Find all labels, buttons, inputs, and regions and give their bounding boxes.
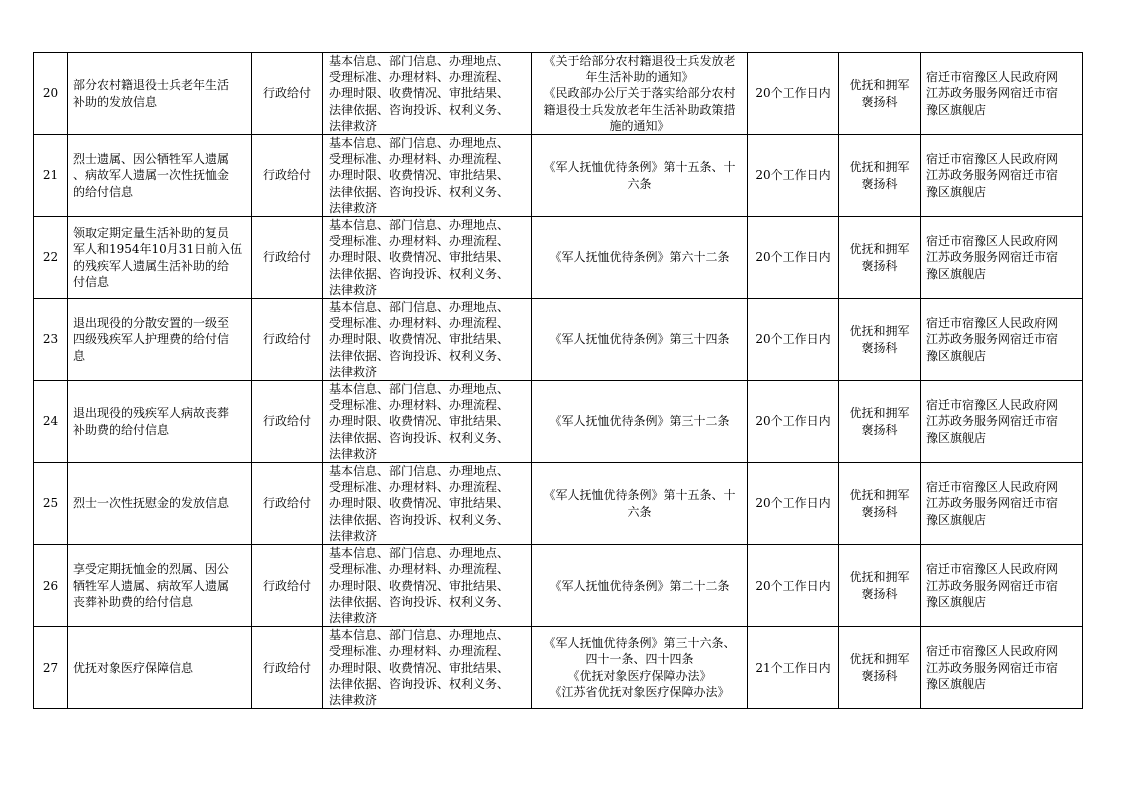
disclosure-scope-line: 法律救济	[329, 200, 378, 215]
row-number-cell: 21	[34, 135, 68, 217]
disclosure-scope-cell	[323, 53, 532, 135]
table-row	[34, 217, 1083, 299]
row-number-cell: 23	[34, 299, 68, 381]
item-name-line: 退出现役的分散安置的一级至	[73, 316, 230, 331]
channel-line: 豫区旗舰店	[926, 348, 987, 363]
item-name-line: 牺牲军人遗属、病故军人遗属	[73, 578, 230, 593]
legal-basis-line: 《军人抚恤优待条例》第十五条、十	[543, 488, 736, 503]
item-name-line: 烈士遗属、因公牺牲军人遗属	[73, 152, 230, 167]
disclosure-scope-line: 法律救济	[329, 364, 378, 379]
time-limit-cell: 20个工作日内	[748, 135, 839, 217]
department-line: 褒扬科	[861, 340, 898, 355]
legal-basis-line: 年生活补助的通知》	[585, 70, 694, 85]
department-line: 褒扬科	[861, 504, 898, 519]
legal-basis-cell	[532, 381, 748, 463]
legal-basis-cell	[532, 53, 748, 135]
channel-line: 豫区旗舰店	[926, 184, 987, 199]
disclosure-scope-cell	[323, 217, 532, 299]
channel-line: 江苏政务服务网宿迁市宿	[926, 332, 1059, 347]
item-name-line: 补助费的给付信息	[73, 422, 170, 437]
row-number-cell: 20	[34, 53, 68, 135]
category-cell: 行政给付	[252, 299, 323, 381]
legal-basis-cell	[532, 135, 748, 217]
time-limit-cell: 20个工作日内	[748, 299, 839, 381]
legal-basis-line: 《优抚对象医疗保障办法》	[567, 668, 712, 683]
department-cell	[839, 627, 921, 709]
table-row	[34, 299, 1083, 381]
category-cell: 行政给付	[252, 381, 323, 463]
channel-line: 宿迁市宿豫区人民政府网	[926, 316, 1059, 331]
item-name-line: 部分农村籍退役士兵老年生活	[73, 78, 230, 93]
item-name-line: 优抚对象医疗保障信息	[73, 660, 194, 675]
item-name-line: 领取定期定量生活补助的复员	[73, 226, 230, 241]
legal-basis-line: 六条	[627, 176, 652, 191]
channel-line: 豫区旗舰店	[926, 594, 987, 609]
table-row	[34, 135, 1083, 217]
item-name-cell	[68, 463, 252, 545]
disclosure-scope-line: 法律救济	[329, 446, 378, 461]
item-name-line: 的残疾军人遗属生活补助的给	[73, 258, 230, 273]
item-name-cell	[68, 545, 252, 627]
table-body	[34, 53, 1083, 709]
disclosure-table	[33, 52, 1083, 709]
item-name-cell	[68, 217, 252, 299]
disclosure-scope-line: 法律依据、咨询投诉、权利义务、	[329, 266, 510, 281]
channel-cell	[921, 135, 1083, 217]
channel-line: 宿迁市宿豫区人民政府网	[926, 152, 1059, 167]
department-cell	[839, 463, 921, 545]
disclosure-scope-line: 受理标准、办理材料、办理流程、	[329, 234, 510, 249]
disclosure-scope-line: 基本信息、部门信息、办理地点、	[329, 136, 510, 151]
disclosure-scope-line: 基本信息、部门信息、办理地点、	[329, 54, 510, 68]
disclosure-scope-cell	[323, 381, 532, 463]
channel-line: 宿迁市宿豫区人民政府网	[926, 644, 1059, 659]
item-name-line: 享受定期抚恤金的烈属、因公	[73, 562, 230, 577]
channel-cell	[921, 545, 1083, 627]
legal-basis-cell	[532, 627, 748, 709]
department-cell	[839, 135, 921, 217]
department-line: 优抚和拥军	[849, 488, 910, 503]
disclosure-scope-line: 法律救济	[329, 118, 378, 133]
disclosure-scope-line: 法律依据、咨询投诉、权利义务、	[329, 594, 510, 609]
table-row	[34, 463, 1083, 545]
time-limit-cell: 20个工作日内	[748, 463, 839, 545]
legal-basis-line: 籍退役士兵发放老年生活补助政策措	[543, 102, 736, 117]
table-row	[34, 627, 1083, 709]
item-name-line: 付信息	[73, 274, 110, 289]
channel-line: 豫区旗舰店	[926, 102, 987, 117]
department-cell	[839, 299, 921, 381]
legal-basis-line: 《民政部办公厅关于落实给部分农村	[543, 86, 736, 101]
disclosure-scope-line: 法律依据、咨询投诉、权利义务、	[329, 102, 510, 117]
disclosure-table-page	[33, 52, 1083, 709]
disclosure-scope-line: 基本信息、部门信息、办理地点、	[329, 300, 510, 315]
legal-basis-line: 施的通知》	[609, 118, 670, 133]
disclosure-scope-line: 办理时限、收费情况、审批结果、	[329, 250, 510, 265]
item-name-cell	[68, 53, 252, 135]
channel-cell	[921, 463, 1083, 545]
legal-basis-line: 《江苏省优抚对象医疗保障办法》	[549, 684, 730, 699]
department-line: 褒扬科	[861, 668, 898, 683]
department-line: 优抚和拥军	[849, 324, 910, 339]
channel-cell	[921, 381, 1083, 463]
disclosure-scope-line: 基本信息、部门信息、办理地点、	[329, 464, 510, 479]
legal-basis-line: 四十一条、四十四条	[585, 652, 694, 667]
channel-line: 江苏政务服务网宿迁市宿	[926, 250, 1059, 265]
disclosure-scope-line: 基本信息、部门信息、办理地点、	[329, 218, 510, 233]
disclosure-scope-line: 办理时限、收费情况、审批结果、	[329, 332, 510, 347]
disclosure-scope-line: 基本信息、部门信息、办理地点、	[329, 382, 510, 397]
department-line: 优抚和拥军	[849, 78, 910, 93]
legal-basis-line: 《军人抚恤优待条例》第三十二条	[549, 414, 730, 429]
disclosure-scope-line: 办理时限、收费情况、审批结果、	[329, 578, 510, 593]
department-line: 优抚和拥军	[849, 570, 910, 585]
row-number-cell: 24	[34, 381, 68, 463]
disclosure-scope-cell	[323, 627, 532, 709]
item-name-cell	[68, 627, 252, 709]
disclosure-scope-line: 法律救济	[329, 282, 378, 297]
category-cell: 行政给付	[252, 135, 323, 217]
disclosure-scope-line: 法律依据、咨询投诉、权利义务、	[329, 348, 510, 363]
department-cell	[839, 53, 921, 135]
disclosure-scope-line: 受理标准、办理材料、办理流程、	[329, 316, 510, 331]
disclosure-scope-line: 办理时限、收费情况、审批结果、	[329, 414, 510, 429]
item-name-line: 退出现役的残疾军人病故丧葬	[73, 406, 230, 421]
disclosure-scope-line: 法律救济	[329, 692, 378, 707]
item-name-line: 烈士一次性抚慰金的发放信息	[73, 496, 230, 511]
disclosure-scope-line: 法律依据、咨询投诉、权利义务、	[329, 184, 510, 199]
department-cell	[839, 545, 921, 627]
department-line: 优抚和拥军	[849, 242, 910, 257]
department-line: 褒扬科	[861, 586, 898, 601]
item-name-line: 补助的发放信息	[73, 94, 158, 109]
table-row	[34, 545, 1083, 627]
time-limit-cell: 20个工作日内	[748, 545, 839, 627]
category-cell: 行政给付	[252, 545, 323, 627]
disclosure-scope-line: 法律救济	[329, 528, 378, 543]
item-name-cell	[68, 299, 252, 381]
item-name-line: 四级残疾军人护理费的给付信	[73, 332, 230, 347]
time-limit-cell: 20个工作日内	[748, 381, 839, 463]
item-name-line: 的给付信息	[73, 184, 134, 199]
legal-basis-line: 《军人抚恤优待条例》第三十四条	[549, 332, 730, 347]
table-row	[34, 381, 1083, 463]
disclosure-scope-cell	[323, 135, 532, 217]
disclosure-scope-line: 法律依据、咨询投诉、权利义务、	[329, 676, 510, 691]
legal-basis-cell	[532, 299, 748, 381]
department-line: 优抚和拥军	[849, 406, 910, 421]
disclosure-scope-line: 受理标准、办理材料、办理流程、	[329, 70, 510, 85]
disclosure-scope-line: 受理标准、办理材料、办理流程、	[329, 644, 510, 659]
table-row	[34, 53, 1083, 135]
channel-line: 豫区旗舰店	[926, 430, 987, 445]
category-cell: 行政给付	[252, 217, 323, 299]
legal-basis-line: 《军人抚恤优待条例》第二十二条	[549, 578, 730, 593]
channel-cell	[921, 627, 1083, 709]
channel-cell	[921, 217, 1083, 299]
item-name-cell	[68, 381, 252, 463]
item-name-line: 丧葬补助费的给付信息	[73, 594, 194, 609]
category-cell: 行政给付	[252, 627, 323, 709]
channel-line: 江苏政务服务网宿迁市宿	[926, 578, 1059, 593]
legal-basis-line: 《关于给部分农村籍退役士兵发放老	[543, 54, 736, 68]
department-line: 褒扬科	[861, 94, 898, 109]
department-line: 褒扬科	[861, 258, 898, 273]
row-number-cell: 26	[34, 545, 68, 627]
legal-basis-line: 六条	[627, 504, 652, 519]
legal-basis-line: 《军人抚恤优待条例》第十五条、十	[543, 160, 736, 175]
disclosure-scope-line: 法律依据、咨询投诉、权利义务、	[329, 430, 510, 445]
disclosure-scope-line: 法律依据、咨询投诉、权利义务、	[329, 512, 510, 527]
channel-line: 豫区旗舰店	[926, 512, 987, 527]
disclosure-scope-line: 受理标准、办理材料、办理流程、	[329, 152, 510, 167]
channel-line: 豫区旗舰店	[926, 266, 987, 281]
department-line: 优抚和拥军	[849, 160, 910, 175]
category-cell: 行政给付	[252, 463, 323, 545]
item-name-cell	[68, 135, 252, 217]
legal-basis-line: 《军人抚恤优待条例》第六十二条	[549, 250, 730, 265]
disclosure-scope-line: 基本信息、部门信息、办理地点、	[329, 546, 510, 561]
channel-line: 江苏政务服务网宿迁市宿	[926, 496, 1059, 511]
channel-cell	[921, 299, 1083, 381]
department-line: 优抚和拥军	[849, 652, 910, 667]
disclosure-scope-line: 办理时限、收费情况、审批结果、	[329, 660, 510, 675]
disclosure-scope-cell	[323, 463, 532, 545]
channel-line: 宿迁市宿豫区人民政府网	[926, 562, 1059, 577]
department-line: 褒扬科	[861, 422, 898, 437]
row-number-cell: 22	[34, 217, 68, 299]
legal-basis-cell	[532, 217, 748, 299]
channel-line: 宿迁市宿豫区人民政府网	[926, 234, 1059, 249]
time-limit-cell: 20个工作日内	[748, 217, 839, 299]
department-line: 褒扬科	[861, 176, 898, 191]
disclosure-scope-line: 受理标准、办理材料、办理流程、	[329, 562, 510, 577]
time-limit-cell: 20个工作日内	[748, 53, 839, 135]
disclosure-scope-line: 办理时限、收费情况、审批结果、	[329, 496, 510, 511]
channel-line: 江苏政务服务网宿迁市宿	[926, 86, 1059, 101]
channel-line: 江苏政务服务网宿迁市宿	[926, 414, 1059, 429]
disclosure-scope-cell	[323, 545, 532, 627]
disclosure-scope-line: 基本信息、部门信息、办理地点、	[329, 628, 510, 643]
category-cell: 行政给付	[252, 53, 323, 135]
disclosure-scope-line: 法律救济	[329, 610, 378, 625]
item-name-line: 息	[73, 348, 86, 363]
channel-line: 江苏政务服务网宿迁市宿	[926, 168, 1059, 183]
legal-basis-line: 《军人抚恤优待条例》第三十六条、	[543, 636, 736, 651]
item-name-line: 、病故军人遗属一次性抚恤金	[73, 168, 230, 183]
disclosure-scope-line: 受理标准、办理材料、办理流程、	[329, 398, 510, 413]
row-number-cell: 25	[34, 463, 68, 545]
channel-cell	[921, 53, 1083, 135]
channel-line: 豫区旗舰店	[926, 676, 987, 691]
channel-line: 宿迁市宿豫区人民政府网	[926, 398, 1059, 413]
channel-line: 宿迁市宿豫区人民政府网	[926, 480, 1059, 495]
legal-basis-cell	[532, 545, 748, 627]
disclosure-scope-line: 受理标准、办理材料、办理流程、	[329, 480, 510, 495]
time-limit-cell: 21个工作日内	[748, 627, 839, 709]
department-cell	[839, 217, 921, 299]
department-cell	[839, 381, 921, 463]
row-number-cell: 27	[34, 627, 68, 709]
channel-line: 江苏政务服务网宿迁市宿	[926, 660, 1059, 675]
item-name-line: 军人和1954年10月31日前入伍	[73, 242, 243, 257]
legal-basis-cell	[532, 463, 748, 545]
disclosure-scope-line: 办理时限、收费情况、审批结果、	[329, 168, 510, 183]
disclosure-scope-cell	[323, 299, 532, 381]
disclosure-scope-line: 办理时限、收费情况、审批结果、	[329, 86, 510, 101]
channel-line: 宿迁市宿豫区人民政府网	[926, 70, 1059, 85]
